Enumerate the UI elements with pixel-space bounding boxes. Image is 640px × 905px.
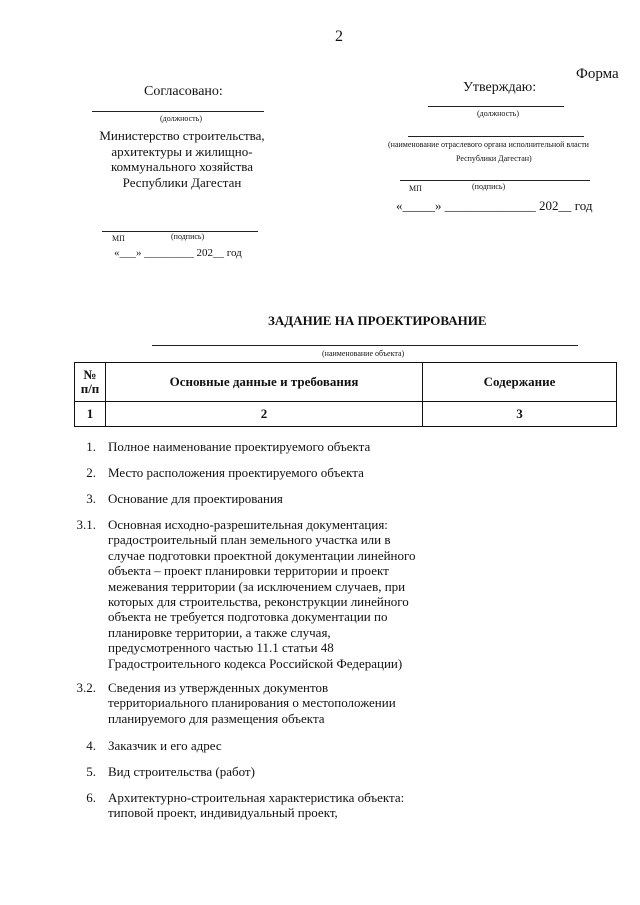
item-number: 3. (86, 491, 96, 506)
item-text: Вид строительства (работ) (108, 764, 255, 779)
item-text: типовой проект, индивидуальный проект, (108, 805, 338, 821)
item-text: Сведения из утвержденных документов (108, 680, 329, 695)
left-position-line (92, 111, 264, 112)
item-text: Полное наименование проектируемого объекта (108, 439, 371, 454)
item-text: Градостроительного кодекса Российской Федерации) (108, 655, 403, 671)
header-number (75, 363, 106, 402)
right-date-line: «_____» ______________ 202__ год (396, 198, 593, 213)
right-signature-caption: (подпись) (472, 182, 506, 191)
index-cell: 1 (75, 402, 106, 427)
ministry-line: коммунального хозяйства (110, 159, 254, 174)
item-number: 3.2. (76, 680, 96, 695)
item-number: 6. (86, 790, 96, 805)
left-position-caption: (должность) (160, 114, 202, 123)
document-title: ЗАДАНИЕ НА ПРОЕКТИРОВАНИЕ (268, 313, 487, 328)
object-caption: (наименование объекта) (322, 349, 405, 358)
item-number: 2. (86, 465, 96, 480)
left-signature-caption: (подпись) (171, 232, 205, 241)
item-text: которых для строительства, реконструкции линейного (108, 594, 409, 610)
item-text: объекта не требуется подготовка документации по (108, 609, 388, 625)
object-name-line (152, 345, 578, 346)
ministry-line: Министерство строительства, (99, 128, 265, 143)
form-label: Форма (576, 66, 619, 82)
page-number: 2 (335, 28, 343, 45)
agreed-label: Согласовано: (144, 84, 223, 99)
item-text: Основание для проектирования (108, 491, 283, 506)
index-cell: 3 (423, 402, 617, 427)
item-number: 5. (86, 764, 96, 779)
item-number: 3.1. (76, 517, 96, 532)
requirements-table (74, 362, 617, 427)
ministry-line: Республики Дагестан (122, 174, 242, 190)
left-date-line: «___» _________ 202__ год (114, 247, 242, 259)
item-text: межевания территории (за исключением случаев, при (108, 578, 406, 594)
item-text: предусмотренного частью 11.1 статьи 48 (108, 640, 334, 656)
item-text: планируемого для размещения объекта (108, 710, 325, 726)
ministry-name (96, 128, 268, 190)
header-requirements: Основные данные и требования (106, 363, 423, 402)
right-signature-line (400, 180, 590, 181)
approve-label: Утверждаю: (463, 80, 537, 95)
header-content: Содержание (423, 363, 617, 402)
item-text: территориального планирования о местоположении (108, 695, 396, 711)
right-position-line (428, 106, 564, 107)
org-caption: (наименование отраслевого органа исполнительной власти (388, 140, 589, 149)
org-name-line (408, 136, 584, 137)
item-text: Заказчик и его адрес (108, 738, 222, 753)
table-index-row (75, 402, 617, 427)
item-text: градостроительный план земельного участка или в (108, 532, 391, 548)
item-text: планировке территории, а также случая, (108, 624, 331, 640)
item-text: Место расположения проектируемого объекта (108, 465, 364, 480)
header-number-symbol: № (83, 367, 97, 382)
item-text: объекта – проект планировки территории и проект (108, 563, 389, 579)
item-number: 1. (86, 439, 96, 454)
item-text: Основная исходно-разрешительная документация: (108, 517, 388, 532)
left-stamp-label: МП (112, 234, 125, 243)
ministry-line: архитектуры и жилищно- (111, 143, 253, 159)
header-number-abbr: п/п (80, 381, 100, 396)
item-number: 4. (86, 738, 96, 753)
org-caption-2: Республики Дагестан) (456, 154, 532, 163)
item-text: Архитектурно-строительная характеристика объекта: (108, 790, 405, 805)
item-text: случае подготовки проектной документации линейного (108, 547, 416, 563)
right-stamp-label: МП (409, 184, 422, 193)
right-position-caption: (должность) (477, 109, 519, 118)
table-header-row (75, 363, 617, 402)
index-cell: 2 (106, 402, 423, 427)
